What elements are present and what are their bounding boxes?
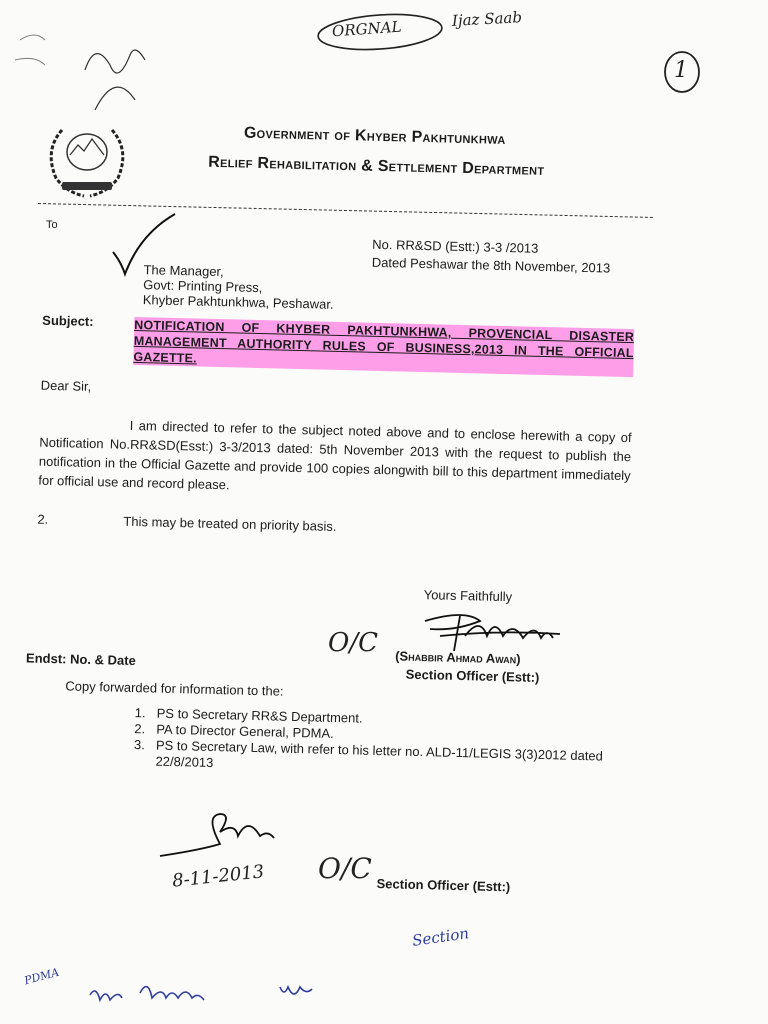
pdma-annotation: PDMA bbox=[22, 965, 61, 988]
addressee-line-1: The Manager, bbox=[143, 262, 224, 280]
paragraph-2: This may be treated on priority basis. bbox=[123, 513, 337, 534]
blue-scribble bbox=[80, 975, 360, 1015]
list-item: 2. PA to Director General, PDMA. bbox=[134, 721, 334, 741]
endorsement-label: Endst: No. & Date bbox=[25, 650, 136, 669]
signature-bottom bbox=[150, 808, 280, 868]
reference-number: No. RR&SD (Estt:) 3-3 /2013 bbox=[372, 236, 539, 256]
oc-initial-2: O/C bbox=[318, 852, 372, 885]
closing: Yours Faithfully bbox=[423, 587, 513, 605]
body-paragraph: I am directed to refer to the subject noted above and to enclose herewith a copy of Notification No.RR&SD(Esst:) 3-3/2013 dated: 5th November 2013 with the request to publish the notification in the Official Gazette and provide 100 copies alongwith bill to this department immediately for official use and record please. bbox=[38, 417, 632, 493]
to-label: To bbox=[46, 219, 58, 231]
subject-label: Subject: bbox=[42, 312, 94, 329]
endorsement-intro: Copy forwarded for information to the: bbox=[65, 678, 284, 699]
addressee-line-3: Khyber Pakhtunkhwa, Peshawar. bbox=[142, 292, 334, 312]
endorsement-list bbox=[133, 705, 626, 781]
list-item: 3. PS to Secretary Law, with refer to his letter no. ALD-11/LEGIS 3(3)2012 dated 22/8/2013 bbox=[133, 737, 604, 771]
original-annotation: ORGNAL bbox=[331, 17, 403, 41]
subject-text: NOTIFICATION OF KHYBER PAKHTUNKHWA, PROVENCIAL DISASTER MANAGEMENT AUTHORITY RULES OF BUSINESS,2013 IN THE OFFICIAL GAZETTE. bbox=[133, 317, 634, 377]
addressee-line-2: Govt: Printing Press, bbox=[143, 277, 263, 296]
letter-date: Dated Peshawar the 8th November, 2013 bbox=[371, 254, 611, 276]
section-officer-bottom: Section Officer (Estt:) bbox=[376, 876, 511, 895]
section-blue-annotation: Section bbox=[411, 924, 471, 950]
paragraph-2-number: 2. bbox=[37, 511, 49, 527]
list-item: 1. PS to Secretary RR&S Department. bbox=[134, 705, 363, 726]
signer-title: Section Officer (Estt:) bbox=[405, 666, 540, 685]
header-department: Relief Rehabilitation & Settlement Department bbox=[207, 153, 545, 179]
salutation: Dear Sir, bbox=[40, 377, 92, 394]
oc-initial: O/C bbox=[328, 628, 378, 658]
page-number: 1 bbox=[674, 58, 688, 83]
name-annotation: Ijaz Saab bbox=[451, 8, 523, 30]
signer-name: (Shabbir Ahmad Awan) bbox=[395, 648, 521, 667]
header-government: Government of Khyber Pakhtunkhwa bbox=[243, 124, 506, 148]
handwritten-date: 8-11-2013 bbox=[171, 861, 266, 892]
